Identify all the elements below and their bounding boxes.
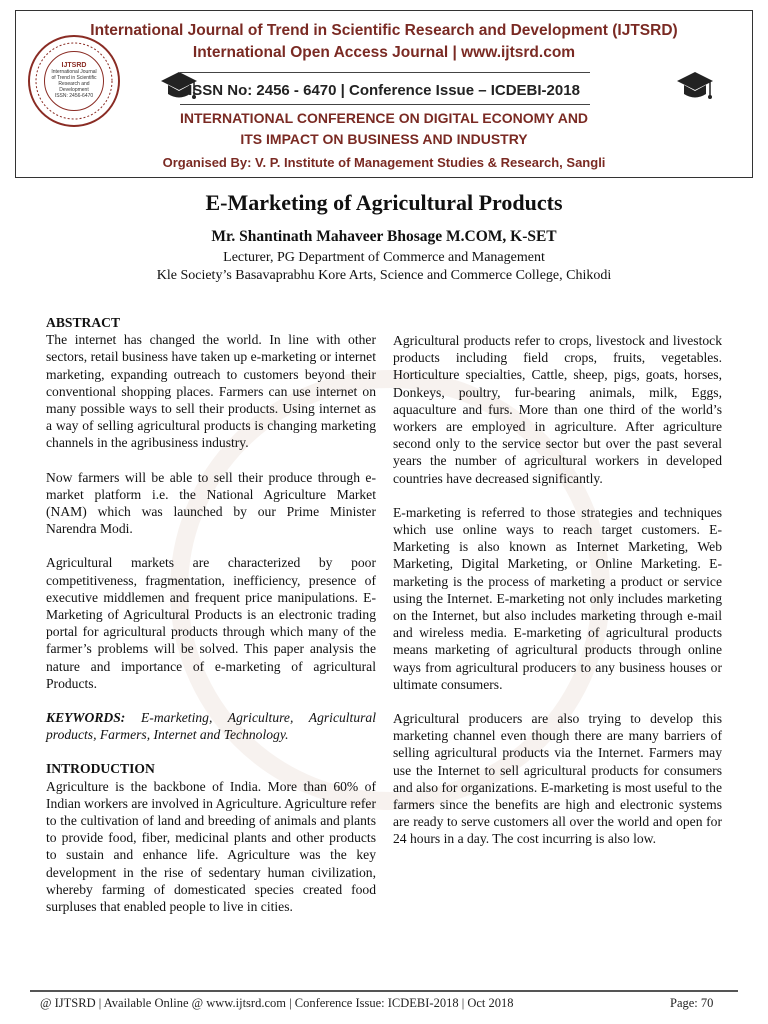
keywords-label: KEYWORDS: bbox=[46, 710, 126, 726]
footer-divider bbox=[30, 990, 738, 992]
right-column bbox=[393, 332, 722, 865]
seal-line: Research and bbox=[58, 81, 90, 87]
conference-title-line1: INTERNATIONAL CONFERENCE ON DIGITAL ECONOMY AND bbox=[179, 110, 589, 126]
body-paragraph: Agricultural products refer to crops, livestock and livestock products including field crops, fruits, vegetables. Horticulture specialties, Cattle, sheep, pigs, goats, horses, Donkeys, poultry, fur-bearing animals, milk, Eggs, aquaculture and furs. More than one third of the world’s workers are employed in agriculture. After agriculture second only to the service sector but over the past several years the number of agricultural workers in developed countries have decreased significantly. bbox=[393, 333, 722, 486]
abstract-paragraph: The internet has changed the world. In line with other sectors, retail business have taken up e-marketing or internet marketing, expanding outreach to customers beyond their conventional shopping places. Farmers can use internet on many possible ways to sell their products. Using internet as a way of selling agricultural products is changing marketing channels in the agribusiness industry. bbox=[46, 332, 376, 451]
introduction-paragraph: Agriculture is the backbone of India. More than 60% of Indian workers are involved in Agriculture. Agriculture refer to the cultivation of land and breeding of animals and plants to provide food, fiber, medicinal plants and other products to sustain and enhance life. Agriculture was the key development in the rise of sedentary human civilization, whereby farming of domesticated species created food surpluses that enabled people to live in cities. bbox=[46, 778, 376, 915]
journal-website-line: International Open Access Journal | www.ijtsrd.com bbox=[192, 44, 576, 61]
introduction-heading: INTRODUCTION bbox=[46, 761, 155, 777]
header-divider bbox=[180, 104, 590, 105]
body-paragraph: E-marketing is referred to those strategies and techniques which use online ways to reach target customers. E-Marketing is also known as Internet Marketing, Web Marketing, Digital Marketing, or Online Marketing. E-marketing is the process of marketing a product or service using the Internet. E-marketing not only includes marketing on the Internet, but also includes marketing through e-mail and wireless media. E-marketing of agricultural products means marketing of agricultural products through online ways from agricultural producers to any business houses or ultimate consumers. bbox=[393, 504, 722, 692]
abstract-paragraph: Now farmers will be able to sell their produce through e-market platform i.e. the National Agriculture Market (NAM) which was launched by our Prime Minister Narendra Modi. bbox=[46, 469, 376, 537]
organiser-line: Organised By: V. P. Institute of Management Studies & Research, Sangli bbox=[162, 155, 606, 170]
paper-title: E-Marketing of Agricultural Products bbox=[205, 190, 563, 215]
header-divider bbox=[180, 72, 590, 73]
issn-line: ISSN No: 2456 - 6470 | Conference Issue – ICDEBI-2018 bbox=[188, 82, 580, 99]
journal-name: International Journal of Trend in Scientific Research and Development (IJTSRD) bbox=[90, 22, 678, 39]
seal-line: Development bbox=[59, 87, 89, 93]
abstract-paragraph: Agricultural markets are characterized by poor competitiveness, fragmentation, inefficiency, presence of executive middlemen and frequent price manipulations. E-Marketing of Agricultural Products is an electronic trading portal for agricultural products through which many of the farmer’s problems will be solved. This paper analysis the nature and importance of e-marketing of agricultural Products. bbox=[46, 555, 376, 691]
keywords-text: E-marketing, Agriculture, Agricultural products, Farmers, Internet and Technology. bbox=[46, 710, 376, 743]
conference-title-line2: ITS IMPACT ON BUSINESS AND INDUSTRY bbox=[240, 131, 528, 147]
seal-issn: ISSN: 2456-6470 bbox=[54, 93, 94, 99]
seal-line: International Journal bbox=[51, 69, 97, 75]
page-number: Page: 70 bbox=[670, 996, 714, 1010]
paper-author: Mr. Shantinath Mahaveer Bhosage M.COM, K-SET bbox=[211, 228, 557, 245]
seal-title: IJTSRD bbox=[61, 62, 87, 69]
left-column bbox=[46, 314, 376, 932]
body-paragraph: Agricultural producers are also trying to develop this marketing channel even though there are many barriers of selling agricultural products via the Internet. Farmers may use the Internet to sell agricultural products for consumers and also for organizations. E-marketing is most useful to the farmers since the benefits are high and electronic systems are ready to serve customers all over the world and open for 24 hours in a day. The cost incurring is also low. bbox=[393, 711, 722, 847]
seal-line: of Trend in Scientific bbox=[51, 75, 97, 81]
footer-text: @ IJTSRD | Available Online @ www.ijtsrd.com | Conference Issue: ICDEBI-2018 | Oct 2018 bbox=[40, 996, 514, 1010]
author-affiliation: Lecturer, PG Department of Commerce and Management bbox=[223, 250, 545, 265]
keywords bbox=[46, 709, 376, 743]
abstract-heading: ABSTRACT bbox=[46, 315, 121, 330]
author-institution: Kle Society’s Basavaprabhu Kore Arts, Science and Commerce College, Chikodi bbox=[156, 268, 612, 283]
